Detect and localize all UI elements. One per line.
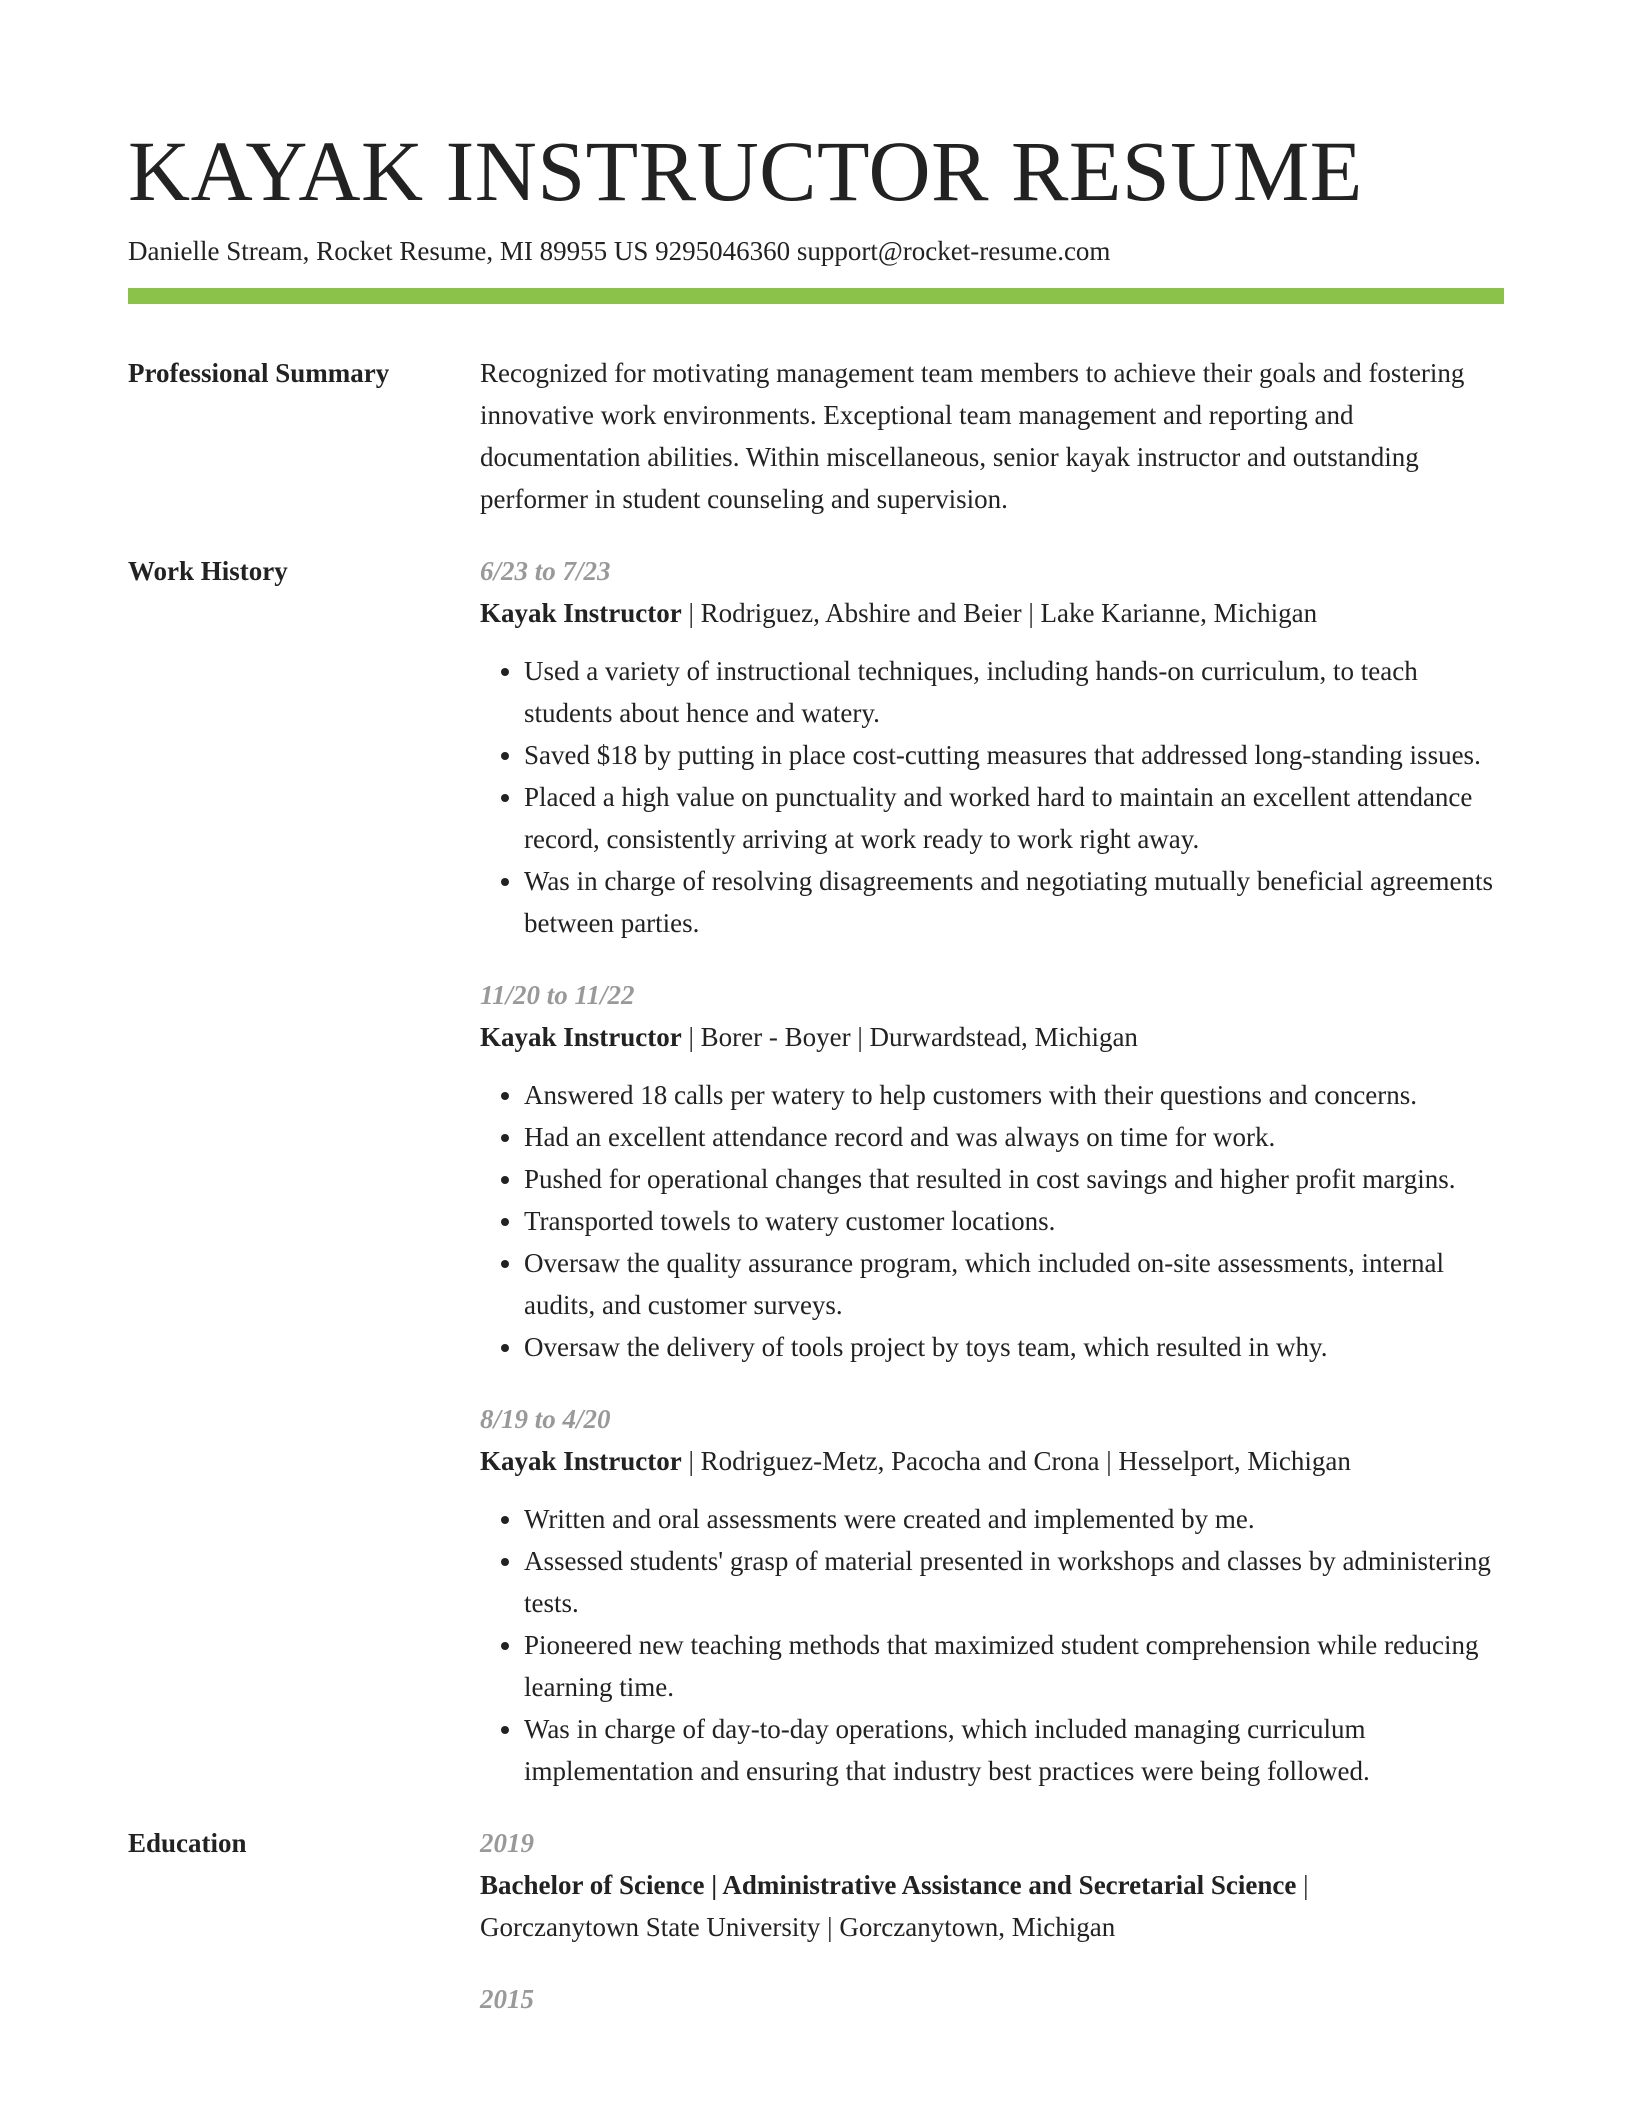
work-history-body — [480, 550, 1504, 1792]
education-degree: Bachelor of Science | Administrative Assistance and Secretarial Science — [480, 1870, 1297, 1900]
education-heading: Education — [128, 1828, 247, 1858]
work-history-heading: Work History — [128, 556, 288, 586]
job-bullet: • Answered 18 calls per watery to help customers with their questions and concerns. — [524, 1074, 1504, 1116]
job-bullet: • Used a variety of instructional techniques, including hands-on curriculum, to teach students about hence and watery. — [524, 650, 1504, 734]
job-bullet: • Assessed students' grasp of material presented in workshops and classes by administering tests. — [524, 1540, 1504, 1624]
job-employer-location: | Borer - Boyer | Durwardstead, Michigan — [681, 1022, 1138, 1052]
summary-heading: Professional Summary — [128, 358, 390, 388]
education-year: 2015 — [480, 1984, 534, 2014]
job-title: Kayak Instructor — [480, 1446, 682, 1476]
job-bullet: • Placed a high value on punctuality and worked hard to maintain an excellent attendance record, consistently arriving at work ready to work right away. — [524, 776, 1504, 860]
job-bullets — [480, 650, 1504, 944]
job-dates: 6/23 to 7/23 — [480, 556, 611, 586]
job-bullet: • Saved $18 by putting in place cost-cutting measures that addressed long-standing issues. — [524, 734, 1504, 776]
job-bullets — [480, 1074, 1504, 1368]
education-year: 2019 — [480, 1828, 534, 1858]
education-entry — [480, 1978, 1504, 2020]
job-bullet: • Transported towels to watery customer locations. — [524, 1200, 1504, 1242]
job-bullet: • Oversaw the delivery of tools project by toys team, which resulted in why. — [524, 1326, 1504, 1368]
education-degree-line — [480, 1864, 1504, 1906]
job-bullet: • Was in charge of resolving disagreements and negotiating mutually beneficial agreements between parties. — [524, 860, 1504, 944]
job-heading — [480, 1016, 1504, 1058]
education-body — [480, 1822, 1504, 2020]
job-dates: 11/20 to 11/22 — [480, 980, 635, 1010]
job-heading — [480, 1440, 1504, 1482]
job-title: Kayak Instructor — [480, 598, 682, 628]
job-entry — [480, 550, 1504, 944]
job-bullet: • Written and oral assessments were created and implemented by me. — [524, 1498, 1504, 1540]
education-entry — [480, 1822, 1504, 1948]
job-bullets — [480, 1498, 1504, 1792]
job-employer-location: | Rodriguez-Metz, Pacocha and Crona | Hesselport, Michigan — [681, 1446, 1351, 1476]
job-title: Kayak Instructor — [480, 1022, 682, 1052]
summary-body — [480, 352, 1504, 520]
job-bullet: • Was in charge of day-to-day operations, which included managing curriculum implementation and ensuring that industry best practices were being followed. — [524, 1708, 1504, 1792]
education-school: Gorczanytown State University | Gorczanytown, Michigan — [480, 1912, 1116, 1942]
education-separator: | — [1296, 1870, 1309, 1900]
job-dates: 8/19 to 4/20 — [480, 1404, 611, 1434]
header-divider — [128, 288, 1504, 304]
job-bullet: • Had an excellent attendance record and was always on time for work. — [524, 1116, 1504, 1158]
job-bullet: • Pioneered new teaching methods that maximized student comprehension while reducing learning time. — [524, 1624, 1504, 1708]
contact-line: Danielle Stream, Rocket Resume, MI 89955 US 9295046360 support@rocket-resume.com — [128, 236, 1111, 266]
summary-section — [128, 352, 1504, 520]
summary-text: Recognized for motivating management team members to achieve their goals and fostering innovative work environments. Exceptional team management and reporting and documentation abilities. Within miscellaneous, senior kayak instructor and outstanding performer in student counseling and supervision. — [480, 358, 1465, 514]
job-heading — [480, 592, 1504, 634]
job-entry — [480, 974, 1504, 1368]
job-bullet: • Oversaw the quality assurance program, which included on-site assessments, internal audits, and customer surveys. — [524, 1242, 1504, 1326]
job-entry — [480, 1398, 1504, 1792]
work-history-section — [128, 550, 1504, 1792]
resume-title: KAYAK INSTRUCTOR RESUME — [128, 123, 1363, 219]
job-bullet: • Pushed for operational changes that resulted in cost savings and higher profit margins. — [524, 1158, 1504, 1200]
education-section — [128, 1822, 1504, 2020]
job-employer-location: | Rodriguez, Abshire and Beier | Lake Karianne, Michigan — [681, 598, 1318, 628]
